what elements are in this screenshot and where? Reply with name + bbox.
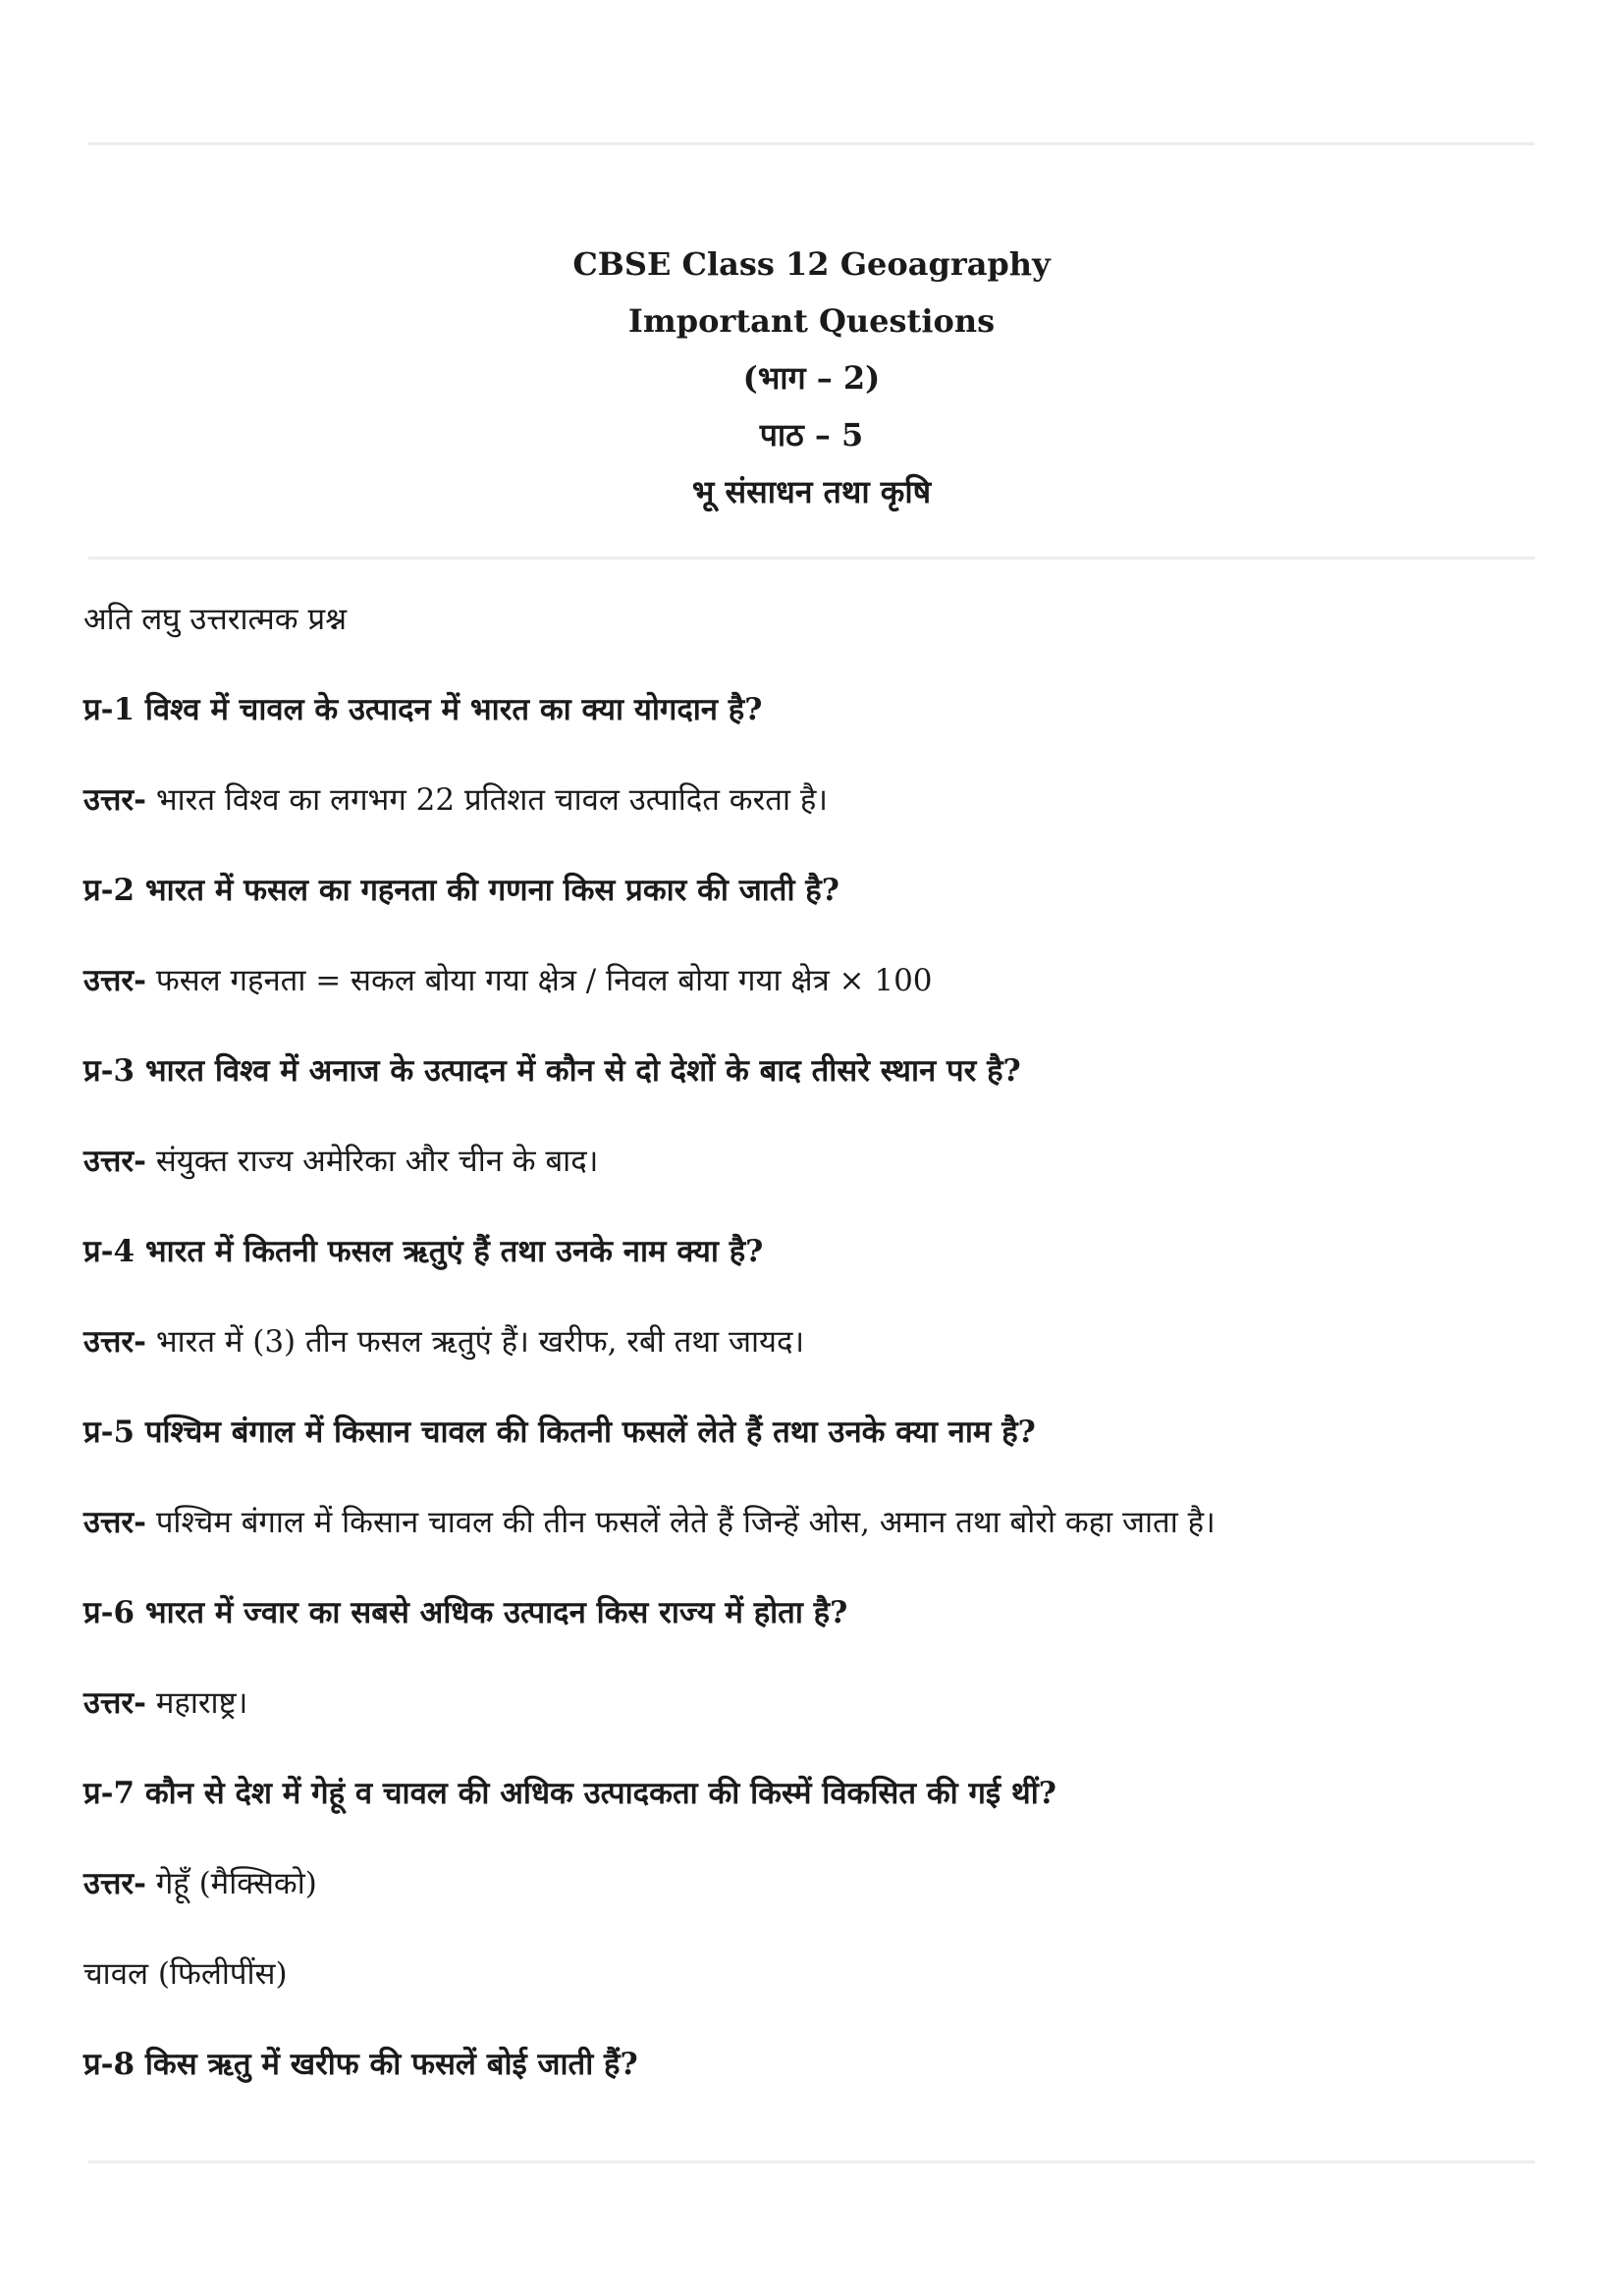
question-5: प्र-5 पश्चिम बंगाल में किसान चावल की कितनी फसलें लेते हैं तथा उनके क्या नाम है? [83, 1415, 1036, 1450]
answer-7-continuation: चावल (फिलीपींस) [83, 1956, 288, 1992]
answer-text: संयुक्त राज्य अमेरिका और चीन के बाद। [145, 1144, 599, 1179]
section-heading: अति लघु उत्तरात्मक प्रश्न [83, 602, 348, 637]
top-divider [88, 142, 1535, 145]
answer-2 [83, 952, 1556, 1042]
question-8: प्र-8 किस ऋतु में खरीफ की फसलें बोई जाती हैं? [83, 2047, 638, 2082]
question-3: प्र-3 भारत विश्व में अनाज के उत्पादन में कौन से दो देशों के बाद तीसरे स्थान पर है? [83, 1053, 1021, 1089]
answer-5 [83, 1494, 1556, 1584]
part-label: (भाग – 2) [742, 359, 881, 397]
answer-text: भारत विश्व का लगभग 22 प्रतिशत चावल उत्पादित करता है। [145, 782, 829, 818]
question-7: प्र-7 कौन से देश में गेहूं व चावल की अधिक उत्पादकता की किस्में विकसित की गई थीं? [83, 1776, 1056, 1811]
header-divider [88, 557, 1535, 560]
answer-1 [83, 772, 1556, 862]
answer-text: महाराष्ट्र। [145, 1685, 248, 1721]
question-1: प्र-1 विश्व में चावल के उत्पादन में भारत का क्या योगदान है? [83, 692, 763, 727]
answer-text: भारत में (3) तीन फसल ऋतुएं हैं। खरीफ, रबी तथा जायद। [145, 1324, 805, 1360]
answer-prefix: उत्तर- [83, 1505, 146, 1540]
document-title: CBSE Class 12 Geoagraphy [572, 245, 1051, 283]
document-body [83, 591, 1556, 2126]
document-subtitle: Important Questions [627, 302, 996, 340]
answer-prefix: उत्तर- [83, 1685, 146, 1721]
answer-4 [83, 1313, 1556, 1404]
bottom-divider [88, 2161, 1535, 2163]
question-6: प्र-6 भारत में ज्वार का सबसे अधिक उत्पादन किस राज्य में होता है? [83, 1595, 848, 1630]
answer-prefix: उत्तर- [83, 1866, 146, 1901]
answer-prefix: उत्तर- [83, 782, 146, 818]
answer-6 [83, 1675, 1556, 1765]
question-4: प्र-4 भारत में कितनी फसल ऋतुएं हैं तथा उनके नाम क्या है? [83, 1234, 764, 1269]
answer-3 [83, 1133, 1556, 1223]
answer-prefix: उत्तर- [83, 963, 146, 998]
document-header [0, 236, 1623, 520]
answer-text: फसल गहनता = सकल बोया गया क्षेत्र / निवल बोया गया क्षेत्र × 100 [145, 963, 933, 998]
answer-7 [83, 1855, 1556, 1946]
answer-text: पश्चिम बंगाल में किसान चावल की तीन फसलें लेते हैं जिन्हें ओस, अमान तथा बोरो कहा जाता है। [145, 1505, 1216, 1540]
answer-prefix: उत्तर- [83, 1144, 146, 1179]
chapter-title: भू संसाधन तथा कृषि [691, 473, 932, 510]
chapter-label: पाठ – 5 [759, 416, 864, 454]
answer-text: गेहूँ (मैक्सिको) [145, 1866, 317, 1901]
question-2: प्र-2 भारत में फसल का गहनता की गणना किस प्रकार की जाती है? [83, 873, 839, 908]
answer-prefix: उत्तर- [83, 1324, 146, 1360]
